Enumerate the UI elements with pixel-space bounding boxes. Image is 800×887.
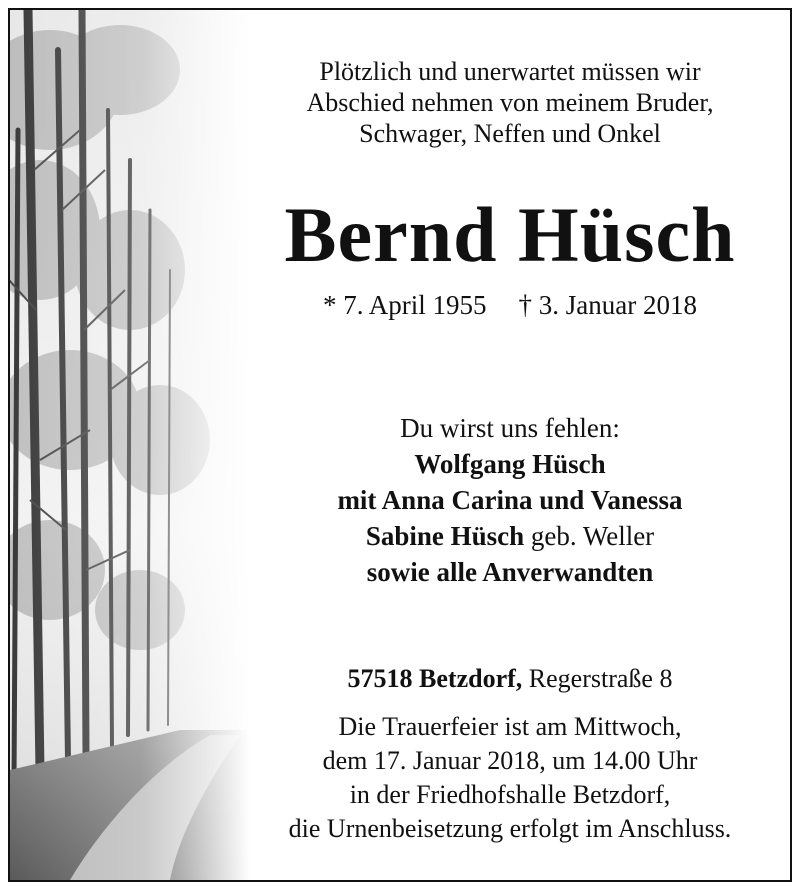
ceremony-line: dem 17. Januar 2018, um 14.00 Uhr <box>322 746 698 775</box>
obituary-notice <box>8 8 792 882</box>
mourner-line: Wolfgang Hüsch <box>414 449 606 479</box>
ceremony-line: Die Trauerfeier ist am Mittwoch, <box>338 712 682 741</box>
ceremony-line: in der Friedhofshalle Betzdorf, <box>349 780 671 809</box>
ceremony-line: die Urnenbeisetzung erfolgt im Anschluss. <box>288 814 732 843</box>
intro-line: Abschied nehmen von meinem Bruder, <box>306 88 714 117</box>
mourner-maiden-name: geb. Weller <box>524 521 655 551</box>
forest-path-photo <box>10 10 250 880</box>
intro-line: Plötzlich und unerwartet müssen wir <box>319 57 701 86</box>
birth-date: * 7. April 1955 <box>323 290 487 320</box>
mourners-heading: Du wirst uns fehlen: <box>400 413 620 443</box>
deceased-name: Bernd Hüsch <box>284 191 736 278</box>
ceremony-info <box>230 710 790 846</box>
mourners-block <box>230 410 790 590</box>
mourner-line <box>230 518 790 554</box>
life-dates <box>230 288 790 322</box>
mourner-line: mit Anna Carina und Vanessa <box>337 485 683 515</box>
address <box>230 662 790 696</box>
address-city: 57518 Betzdorf, <box>347 664 523 693</box>
address-street: Regerstraße 8 <box>522 664 673 693</box>
death-date: † 3. Januar 2018 <box>518 290 697 320</box>
intro-text <box>230 56 790 149</box>
notice-text <box>230 10 790 880</box>
mourner-name: Sabine Hüsch <box>365 521 525 551</box>
mourner-line: sowie alle Anverwandten <box>366 557 654 587</box>
intro-line: Schwager, Neffen und Onkel <box>359 119 661 148</box>
